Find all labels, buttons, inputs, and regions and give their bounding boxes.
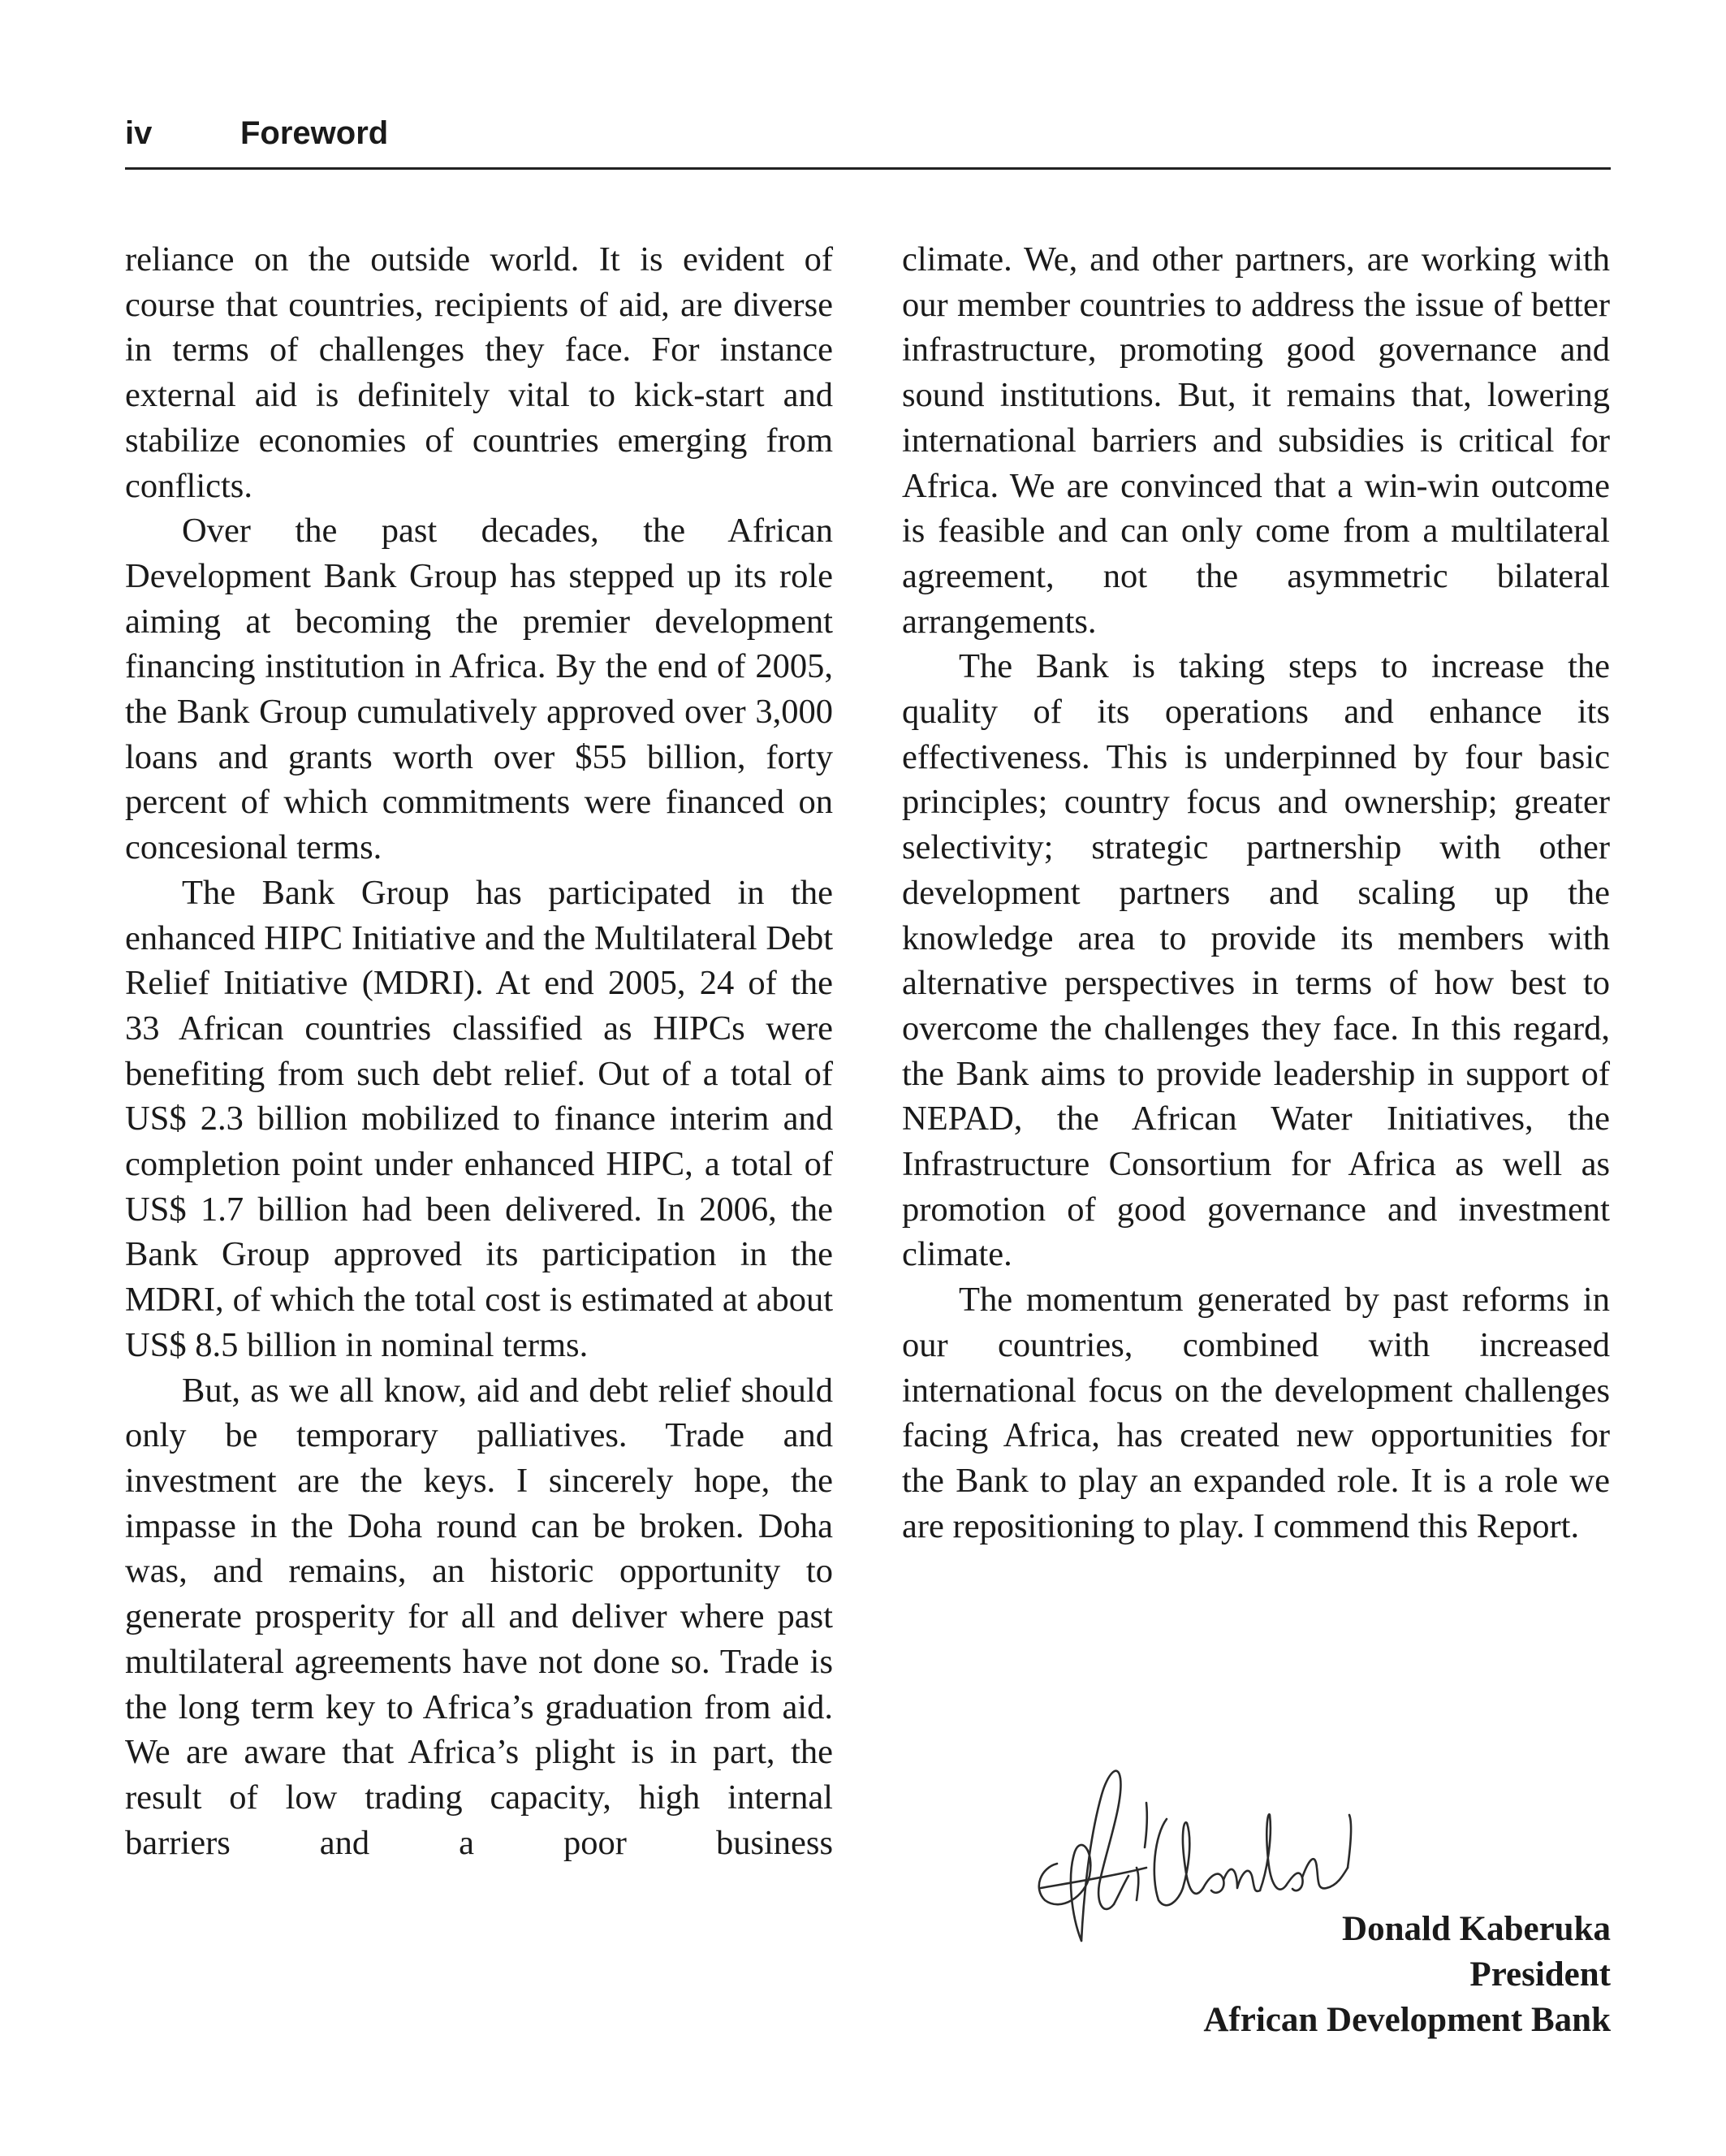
header-rule bbox=[125, 167, 1611, 170]
page-number: iv bbox=[125, 115, 153, 151]
paragraph: The Bank is taking steps to increase the quality of its operations and enhance its effectiveness. This is underpinned by four basic principles; country focus and ownership; greater selectivity; strategic partnership with other development partners and scaling up the knowledge area to provide its members with alternative perspectives in terms of how best to overcome the challenges they face. In this regard, the Bank aims to provide leadership in support of NEPAD, the African Water Initiatives, the Infrastructure Consortium for Africa as well as promotion of good governance and investment climate. bbox=[902, 647, 1610, 1274]
paragraph: The momentum generated by past reforms in our countries, combined with increased international focus on the development challenges facing Africa, has created new opportunities for the Bank to play an expanded role. It is a role we are repositioning to play. I commend this Report. bbox=[902, 1281, 1610, 1545]
running-header bbox=[125, 115, 1611, 164]
signatory-organization: African Development Bank bbox=[1203, 2001, 1611, 2039]
signatory-title: President bbox=[1469, 1955, 1611, 1994]
paragraph: climate. We, and other partners, are working with our member countries to address the issue of better infrastructure, promoting good governance and sound institutions. But, it remains that, lowering international barriers and subsidies is critical for Africa. We are convinced that a win-win outcome is feasible and can only come from a multilateral agreement, not the asymmetric bilateral arrangements. bbox=[902, 240, 1610, 641]
paragraph: But, as we all know, aid and debt relief should only be temporary palliatives. Trade and investment are the keys. I sincerely hope, the impasse in the Doha round can be broken. Doha was, and remains, an historic opportunity to generate prosperity for all and deliver where past multilateral agreements have not done so. Trade is the long term key to Africa’s graduation from aid. We are aware that Africa’s plight is in part, the result of low trading capacity, high internal barriers and a poor business bbox=[125, 1371, 833, 1862]
signatory-name: Donald Kaberuka bbox=[1342, 1910, 1611, 1948]
paragraph: Over the past decades, the African Development Bank Group has stepped up its role aiming at becoming the premier development financing institution in Africa. By the end of 2005, the Bank Group cumulatively approved over 3,000 loans and grants worth over $55 billion, forty percent of which commitments were financed on concesional terms. bbox=[125, 512, 833, 867]
right-column bbox=[902, 237, 1610, 1549]
section-title: Foreword bbox=[240, 115, 389, 151]
paragraph: The Bank Group has participated in the enhanced HIPC Initiative and the Multilateral Debt Relief Initiative (MDRI). At end 2005, 24 of the 33 African countries classified as HIPCs were benefiting from such debt relief. Out of a total of US$ 2.3 billion mobilized to finance interim and completion point under enhanced HIPC, a total of US$ 1.7 billion had been delivered. In 2006, the Bank Group approved its participation in the MDRI, of which the total cost is estimated at about US$ 8.5 billion in nominal terms. bbox=[125, 873, 833, 1364]
signoff-block bbox=[1055, 1907, 1611, 2043]
paragraph: reliance on the outside world. It is evident of course that countries, recipients of aid, are diverse in terms of challenges they face. For instance external aid is definitely vital to kick-start and stabilize economies of countries emerging from conflicts. bbox=[125, 240, 833, 505]
left-column bbox=[125, 237, 833, 1865]
